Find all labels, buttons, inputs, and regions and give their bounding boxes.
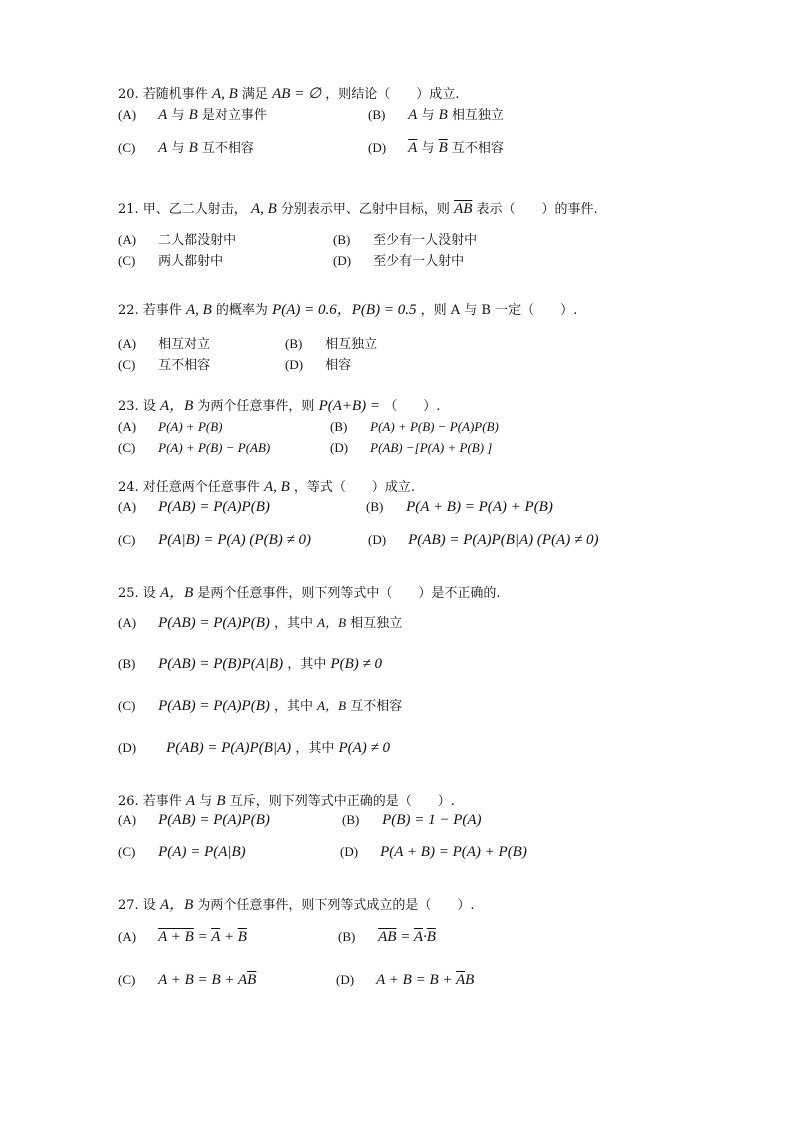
stem-math: A: [185, 793, 196, 809]
option-math: P(AB) = P(A)P(B|A): [166, 740, 292, 756]
option-a: [118, 928, 247, 947]
option-d: [330, 439, 492, 458]
option-text: 互不相容: [158, 358, 211, 373]
stem-text: 分别表示甲、乙射中目标，则: [280, 202, 450, 217]
question-20: [118, 85, 459, 104]
option-d: [333, 252, 464, 271]
stem-text: 与: [199, 794, 213, 809]
stem-text: 24. 对任意两个任意事件: [118, 480, 260, 495]
question-21: [118, 200, 598, 219]
option-b: [118, 655, 382, 674]
option-math: P(AB) = P(A)P(B): [158, 615, 270, 631]
stem-text: 的概率为: [215, 303, 268, 318]
option-label: (A): [118, 107, 137, 122]
option-math: P(A) = P(A|B): [158, 844, 246, 860]
question-stem: [118, 85, 459, 104]
option-c: [118, 139, 254, 158]
option-text: ，其中: [287, 657, 327, 672]
stem-text: 为两个任意事件，则下列等式成立的是（ ）.: [197, 898, 475, 913]
option-math: P(AB) = P(A)P(B|A) (P(A) ≠ 0): [408, 532, 599, 548]
option-label: (C): [118, 532, 136, 547]
question-stem: [118, 896, 475, 915]
option-label: (D): [330, 440, 349, 455]
option-d: [340, 843, 527, 862]
option-label: (B): [368, 107, 386, 122]
stem-math: P(A+B) =: [318, 398, 381, 414]
option-label: (C): [118, 698, 136, 713]
stem-math: A, B: [185, 302, 212, 318]
option-math: P(A + B) = P(A) + P(B): [406, 499, 553, 515]
option-math: P(A) + P(B) − P(AB): [158, 440, 271, 455]
option-c: [118, 531, 311, 550]
stem-math: A，B: [159, 398, 194, 414]
option-text: 相容: [325, 358, 352, 373]
option-d: [368, 139, 504, 158]
option-math: P(AB) −[P(A) + P(B) ]: [370, 440, 493, 455]
option-math: P(AB) = P(A)P(B): [158, 499, 270, 515]
stem-math: AB = ∅: [272, 86, 322, 102]
stem-text: 20. 若随机事件: [118, 87, 208, 102]
option-text: 与: [421, 141, 435, 156]
option-a: [118, 811, 270, 830]
option-math: A，B: [317, 698, 347, 713]
option-label: (B): [285, 336, 303, 351]
question-stem: [118, 478, 415, 497]
option-text: 互不相容: [201, 141, 254, 156]
option-c: [118, 356, 210, 375]
option-text: 互不相容: [350, 699, 403, 714]
option-math: $A + B = \overline{A} + \overline{B}$: [158, 929, 247, 945]
option-a: [118, 418, 223, 437]
question-26: [118, 792, 455, 811]
option-c: [118, 843, 246, 862]
option-label: (A): [118, 615, 137, 630]
option-text: 与: [171, 141, 185, 156]
stem-text: ，等式（ ）成立.: [293, 480, 416, 495]
option-label: (A): [118, 336, 137, 351]
option-math: $\overline{AB} = \overline{A}\cdot\overline{B}$: [378, 929, 436, 945]
option-math: $\overline{B}$: [438, 140, 448, 156]
question-stem: [118, 584, 501, 603]
stem-text: 23. 设: [118, 399, 156, 414]
option-label: (C): [118, 253, 136, 268]
option-label: (D): [285, 357, 304, 372]
stem-text: 为两个任意事件，则: [197, 399, 315, 414]
option-a: [118, 614, 402, 633]
option-b: [368, 106, 504, 125]
stem-math: $\overline{AB}$: [454, 201, 473, 217]
option-label: (D): [333, 253, 352, 268]
option-text: 是对立事件: [201, 108, 267, 123]
option-math: P(A) + P(B): [158, 419, 223, 434]
option-c: [118, 697, 402, 716]
option-text: 至少有一人射中: [373, 254, 465, 269]
option-text: 相互独立: [350, 616, 403, 631]
option-math: P(AB) = P(A)P(B): [158, 812, 270, 828]
option-label: (D): [118, 740, 137, 755]
option-label: (A): [118, 232, 137, 247]
option-label: (A): [118, 812, 137, 827]
question-stem: [118, 397, 440, 416]
option-text: 相互独立: [451, 108, 504, 123]
question-24: [118, 478, 415, 497]
stem-text: 互斥，则下列等式中正确的是（ ）.: [229, 794, 455, 809]
option-math: P(A) + P(B) − P(A)P(B): [370, 419, 499, 434]
option-label: (B): [366, 499, 384, 514]
option-label: (B): [330, 419, 348, 434]
option-label: (C): [118, 140, 136, 155]
option-math: $A + B = B + \overline{A}B$: [376, 972, 475, 988]
option-text: 二人都没射中: [158, 233, 237, 248]
stem-math: A, B: [211, 86, 238, 102]
option-label: (A): [118, 499, 137, 514]
option-b: [366, 498, 553, 517]
stem-text: 22. 若事件: [118, 303, 182, 318]
option-label: (D): [340, 844, 359, 859]
stem-math: A，B: [159, 897, 194, 913]
option-text: 两人都射中: [158, 254, 224, 269]
option-math: B: [438, 107, 448, 123]
option-d: [118, 739, 390, 758]
option-text: 与: [171, 108, 185, 123]
question-stem: [118, 301, 577, 320]
option-c: [118, 439, 270, 458]
option-math: P(A|B) = P(A) (P(B) ≠ 0): [158, 532, 311, 548]
stem-math: A，B: [159, 585, 194, 601]
option-c: [118, 252, 223, 271]
option-a: [118, 231, 236, 250]
stem-text: ，则结论（ ）成立.: [325, 87, 460, 102]
option-text: 相互对立: [158, 337, 211, 352]
option-math: P(AB) = P(A)P(B): [158, 698, 270, 714]
stem-math: A, B: [250, 201, 277, 217]
option-math: B: [188, 140, 198, 156]
option-label: (A): [118, 929, 137, 944]
stem-text: ，则 A 与 B 一定（ ）.: [420, 303, 578, 318]
stem-text: 25. 设: [118, 586, 156, 601]
option-text: ，其中: [274, 699, 314, 714]
option-b: [338, 928, 436, 947]
option-label: (C): [118, 844, 136, 859]
option-a: [118, 335, 210, 354]
option-label: (C): [118, 357, 136, 372]
question-25: [118, 584, 501, 603]
option-math: A: [158, 140, 168, 156]
option-label: (D): [336, 972, 355, 987]
option-label: (B): [342, 812, 360, 827]
option-c: [118, 971, 256, 990]
option-math: A，B: [317, 615, 347, 630]
stem-text: （ ）.: [384, 399, 441, 414]
option-text: ，其中: [274, 616, 314, 631]
stem-text: 是两个任意事件，则下列等式中（ ）是不正确的.: [197, 586, 501, 601]
option-a: [118, 498, 270, 517]
option-label: (C): [118, 972, 136, 987]
stem-text: 27. 设: [118, 898, 156, 913]
option-b: [342, 811, 482, 830]
option-label: (D): [368, 532, 387, 547]
option-math: B: [188, 107, 198, 123]
option-text: 互不相容: [451, 141, 504, 156]
option-label: (B): [118, 656, 136, 671]
option-text: ，其中: [295, 741, 335, 756]
option-math: $A + B = B + A\overline{B}$: [158, 972, 257, 988]
question-22: [118, 301, 577, 320]
option-math: P(B) ≠ 0: [330, 656, 383, 672]
option-math: P(B) = 1 − P(A): [382, 812, 482, 828]
option-b: [333, 231, 477, 250]
option-label: (B): [338, 929, 356, 944]
option-label: (C): [118, 440, 136, 455]
option-d: [368, 531, 598, 550]
option-text: 至少有一人没射中: [373, 233, 478, 248]
stem-math: P(A) = 0.6，P(B) = 0.5: [272, 302, 417, 318]
stem-text: 21. 甲、乙二人射击，: [118, 202, 247, 217]
option-math: P(A + B) = P(A) + P(B): [380, 844, 527, 860]
question-stem: [118, 792, 455, 811]
option-b: [330, 418, 499, 437]
stem-math: A, B: [263, 479, 290, 495]
option-label: (D): [368, 140, 387, 155]
stem-text: 表示（ ）的事件.: [476, 202, 598, 217]
option-math: $\overline{A}$: [408, 140, 418, 156]
option-b: [285, 335, 377, 354]
option-text: 与: [421, 108, 435, 123]
option-d: [285, 356, 351, 375]
question-stem: [118, 200, 598, 219]
option-label: (A): [118, 419, 137, 434]
question-23: [118, 397, 440, 416]
option-label: (B): [333, 232, 351, 247]
option-math: A: [158, 107, 168, 123]
option-a: [118, 106, 267, 125]
stem-text: 满足: [241, 87, 268, 102]
option-text: 相互独立: [325, 337, 378, 352]
option-math: P(AB) = P(B)P(A|B): [158, 656, 284, 672]
option-d: [336, 971, 474, 990]
stem-math: B: [216, 793, 226, 809]
stem-text: 26. 若事件: [118, 794, 182, 809]
question-27: [118, 896, 475, 915]
option-math: A: [408, 107, 418, 123]
option-math: P(A) ≠ 0: [338, 740, 391, 756]
